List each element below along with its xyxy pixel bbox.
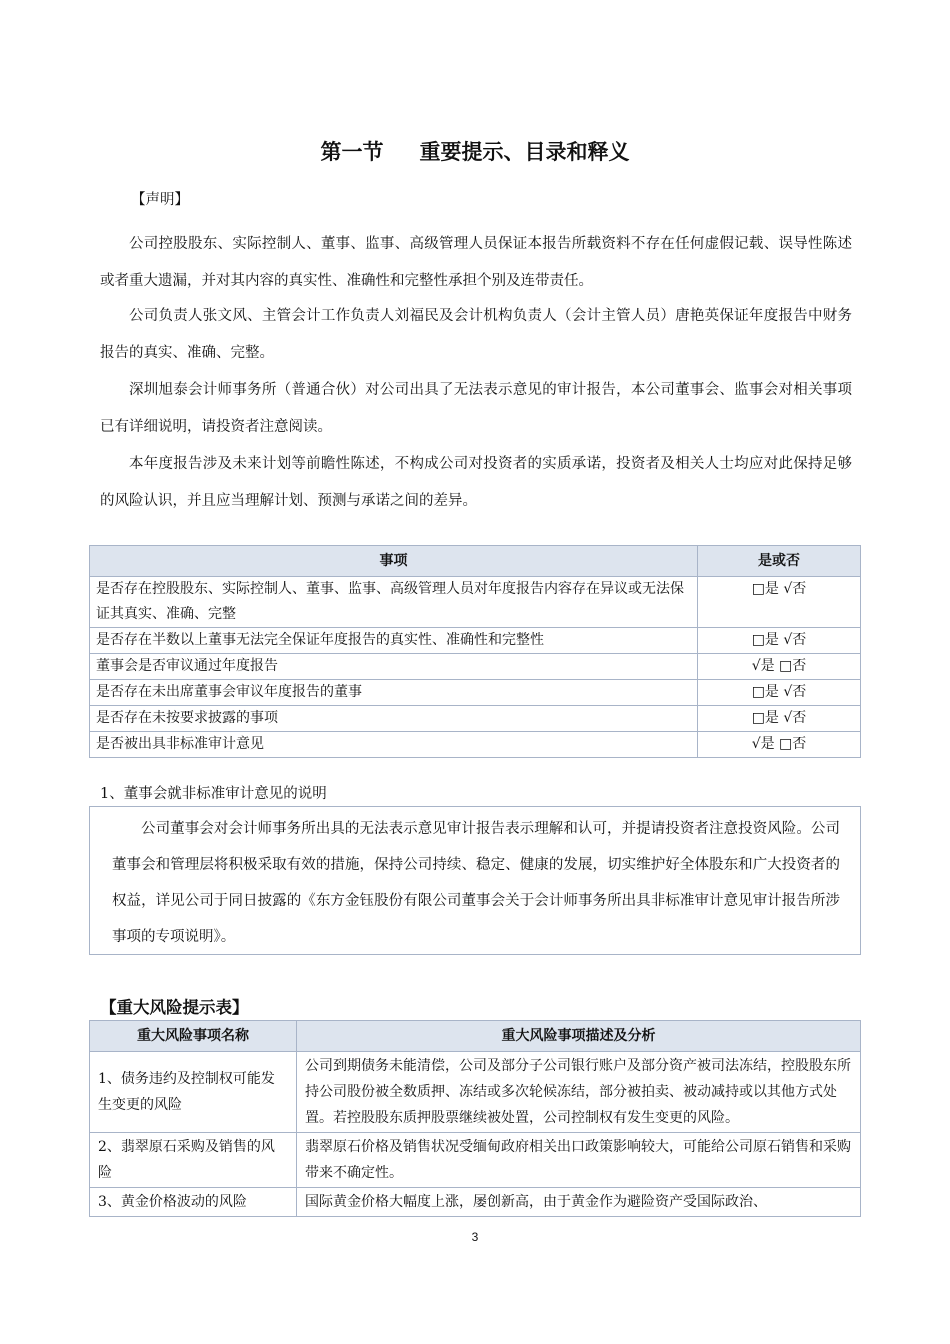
matters-header-item: 事项 xyxy=(90,546,698,577)
risk-desc: 国际黄金价格大幅度上涨，屡创新高，由于黄金作为避险资产受国际政治、 xyxy=(297,1188,861,1217)
paragraph-2: 公司负责人张文风、主管会计工作负责人刘福民及会计机构负责人（会计主管人员）唐艳英保证年度报告中财务报告的真实、准确、完整。 xyxy=(100,308,852,361)
risk-desc: 公司到期债务未能清偿，公司及部分子公司银行账户及部分资产被司法冻结，控股股东所持公司股份被全数质押、冻结或多次轮候冻结，部分被拍卖、被动减持或以其他方式处置。若控股股东质押股票继续被处置，公司控制权有发生变更的风险。 xyxy=(297,1052,861,1133)
matter-item: 董事会是否审议通过年度报告 xyxy=(90,654,698,680)
table-row xyxy=(90,1052,861,1133)
table-row xyxy=(90,680,861,706)
table-row xyxy=(90,732,861,758)
table-row xyxy=(90,628,861,654)
table-row xyxy=(90,577,861,628)
matters-header-answer: 是或否 xyxy=(698,546,861,577)
risk-desc: 翡翠原石价格及销售状况受缅甸政府相关出口政策影响较大，可能给公司原石销售和采购带来不确定性。 xyxy=(297,1133,861,1188)
table-row xyxy=(90,706,861,732)
table-row xyxy=(90,1133,861,1188)
risk-table xyxy=(89,1020,861,1217)
matter-item: 是否存在未按要求披露的事项 xyxy=(90,706,698,732)
matter-item: 是否存在控股股东、实际控制人、董事、监事、高级管理人员对年度报告内容存在异议或无法保证其真实、准确、完整 xyxy=(90,577,698,628)
matters-table xyxy=(89,545,861,758)
section-number: 第一节 xyxy=(320,140,384,164)
paragraph-3: 深圳旭泰会计师事务所（普通合伙）对公司出具了无法表示意见的审计报告，本公司董事会、监事会对相关事项已有详细说明，请投资者注意阅读。 xyxy=(100,382,852,435)
matters-header-row xyxy=(90,546,861,577)
risk-name: 2、翡翠原石采购及销售的风险 xyxy=(90,1133,297,1188)
matter-item: 是否存在未出席董事会审议年度报告的董事 xyxy=(90,680,698,706)
risk-header-row xyxy=(90,1021,861,1052)
matter-answer: □是 √否 xyxy=(698,680,861,706)
matter-answer: √是 □否 xyxy=(698,732,861,758)
declaration-label: 【声明】 xyxy=(131,192,189,208)
table-row xyxy=(90,1188,861,1217)
matter-answer: □是 √否 xyxy=(698,577,861,628)
risk-name: 3、黄金价格波动的风险 xyxy=(90,1188,297,1217)
matter-answer: □是 √否 xyxy=(698,706,861,732)
risk-name: 1、债务违约及控制权可能发生变更的风险 xyxy=(90,1052,297,1133)
matter-answer: □是 √否 xyxy=(698,628,861,654)
page-number: 3 xyxy=(471,1230,479,1244)
matter-answer: √是 □否 xyxy=(698,654,861,680)
matter-item: 是否存在半数以上董事无法完全保证年度报告的真实性、准确性和完整性 xyxy=(90,628,698,654)
risk-header-desc: 重大风险事项描述及分析 xyxy=(297,1021,861,1052)
table-row xyxy=(90,654,861,680)
board-note-heading: 1、董事会就非标准审计意见的说明 xyxy=(100,786,327,802)
matter-item: 是否被出具非标准审计意见 xyxy=(90,732,698,758)
section-title xyxy=(0,136,950,166)
paragraph-1: 公司控股股东、实际控制人、董事、监事、高级管理人员保证本报告所载资料不存在任何虚假记载、误导性陈述或者重大遗漏，并对其内容的真实性、准确性和完整性承担个别及连带责任。 xyxy=(100,236,852,289)
section-title-text: 重要提示、目录和释义 xyxy=(419,140,630,164)
risk-table-heading: 【重大风险提示表】 xyxy=(100,998,249,1017)
paragraph-4: 本年度报告涉及未来计划等前瞻性陈述，不构成公司对投资者的实质承诺，投资者及相关人士均应对此保持足够的风险认识，并且应当理解计划、预测与承诺之间的差异。 xyxy=(100,456,852,509)
board-note-box: 公司董事会对会计师事务所出具的无法表示意见审计报告表示理解和认可，并提请投资者注意投资风险。公司董事会和管理层将积极采取有效的措施，保持公司持续、稳定、健康的发展，切实维护好全体股东和广大投资者的权益，详见公司于同日披露的《东方金钰股份有限公司董事会关于会计师事务所出具非标准审计意见审计报告所涉事项的专项说明》。 xyxy=(89,806,861,955)
risk-header-name: 重大风险事项名称 xyxy=(90,1021,297,1052)
